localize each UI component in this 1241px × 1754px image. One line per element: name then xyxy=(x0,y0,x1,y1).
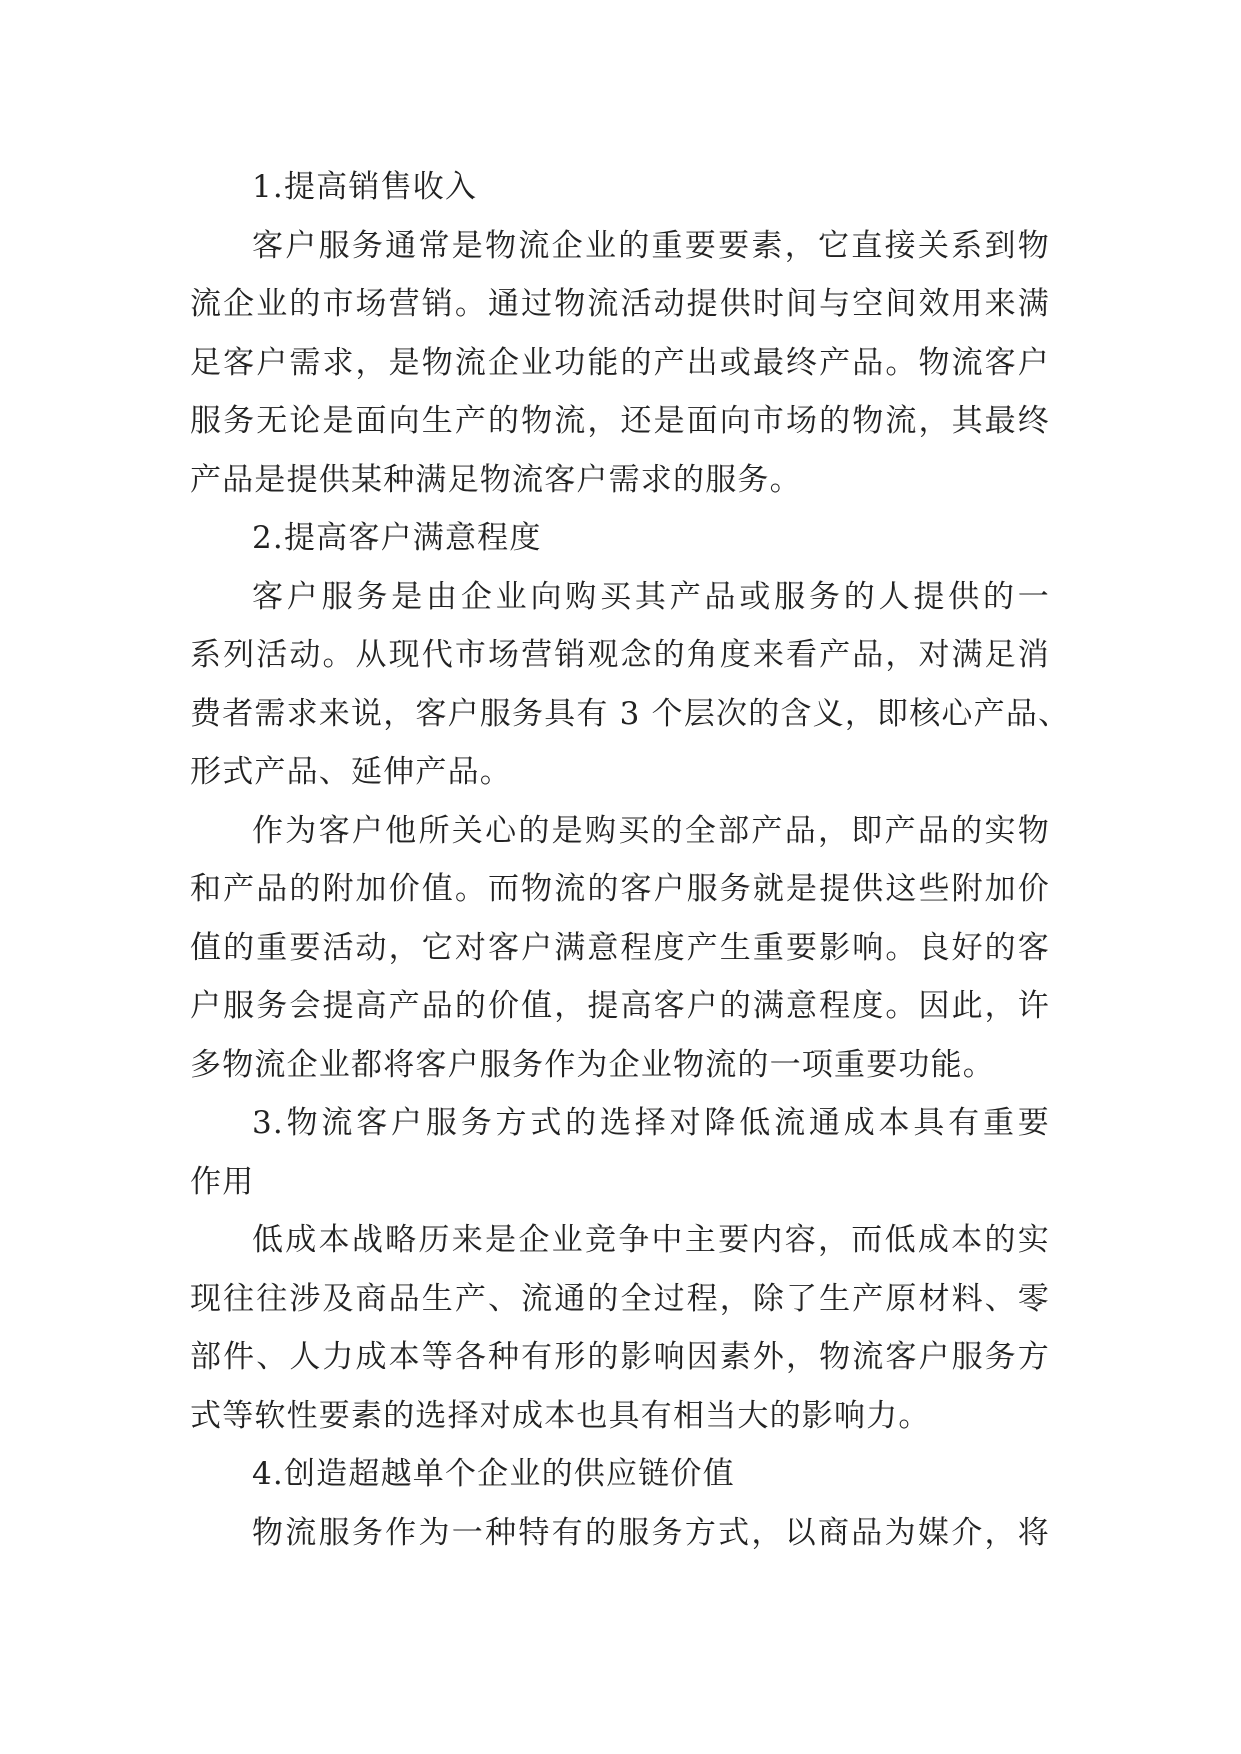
paragraph-line: 系列活动。从现代市场营销观念的角度来看产品，对满足消 xyxy=(190,637,1050,673)
paragraph-line: 式等软性要素的选择对成本也具有相当大的影响力。 xyxy=(190,1397,931,1434)
paragraph-line: 产品是提供某种满足物流客户需求的服务。 xyxy=(190,461,802,498)
paragraph-line: 现往往涉及商品生产、流通的全过程，除了生产原材料、零 xyxy=(190,1280,1050,1317)
heading-3-continued: 作用 xyxy=(190,1163,255,1200)
paragraph-line: 物流服务作为一种特有的服务方式，以商品为媒介，将 xyxy=(252,1514,1050,1551)
paragraph-line: 服务无论是面向生产的物流，还是面向市场的物流，其最终 xyxy=(190,403,1050,439)
heading-2: 2.提高客户满意程度 xyxy=(252,520,542,556)
paragraph-line: 作为客户他所关心的是购买的全部产品，即产品的实物 xyxy=(252,812,1050,849)
paragraph-line: 费者需求来说，客户服务具有 3 个层次的含义，即核心产品、 xyxy=(190,695,1071,732)
paragraph-line: 值的重要活动，它对客户满意程度产生重要影响。良好的客 xyxy=(190,929,1050,966)
paragraph-line: 客户服务通常是物流企业的重要要素，它直接关系到物 xyxy=(252,227,1050,264)
paragraph-line: 和产品的附加价值。而物流的客户服务就是提供这些附加价 xyxy=(190,871,1050,907)
paragraph-line: 户服务会提高产品的价值，提高客户的满意程度。因此，许 xyxy=(190,988,1050,1024)
heading-1: 1.提高销售收入 xyxy=(252,169,478,205)
paragraph-line: 低成本战略历来是企业竞争中主要内容，而低成本的实 xyxy=(252,1222,1050,1258)
paragraph-line: 流企业的市场营销。通过物流活动提供时间与空间效用来满 xyxy=(190,286,1050,322)
heading-3: 3.物流客户服务方式的选择对降低流通成本具有重要 xyxy=(252,1105,1050,1141)
document-body xyxy=(190,158,1071,1562)
paragraph-line: 足客户需求，是物流企业功能的产出或最终产品。物流客户 xyxy=(190,344,1050,381)
paragraph-line: 多物流企业都将客户服务作为企业物流的一项重要功能。 xyxy=(190,1046,995,1083)
paragraph-line: 客户服务是由企业向购买其产品或服务的人提供的一 xyxy=(252,578,1050,615)
heading-4: 4.创造超越单个企业的供应链价值 xyxy=(252,1456,735,1492)
paragraph-line: 部件、人力成本等各种有形的影响因素外，物流客户服务方 xyxy=(190,1339,1050,1375)
paragraph-line: 形式产品、延伸产品。 xyxy=(190,754,512,790)
